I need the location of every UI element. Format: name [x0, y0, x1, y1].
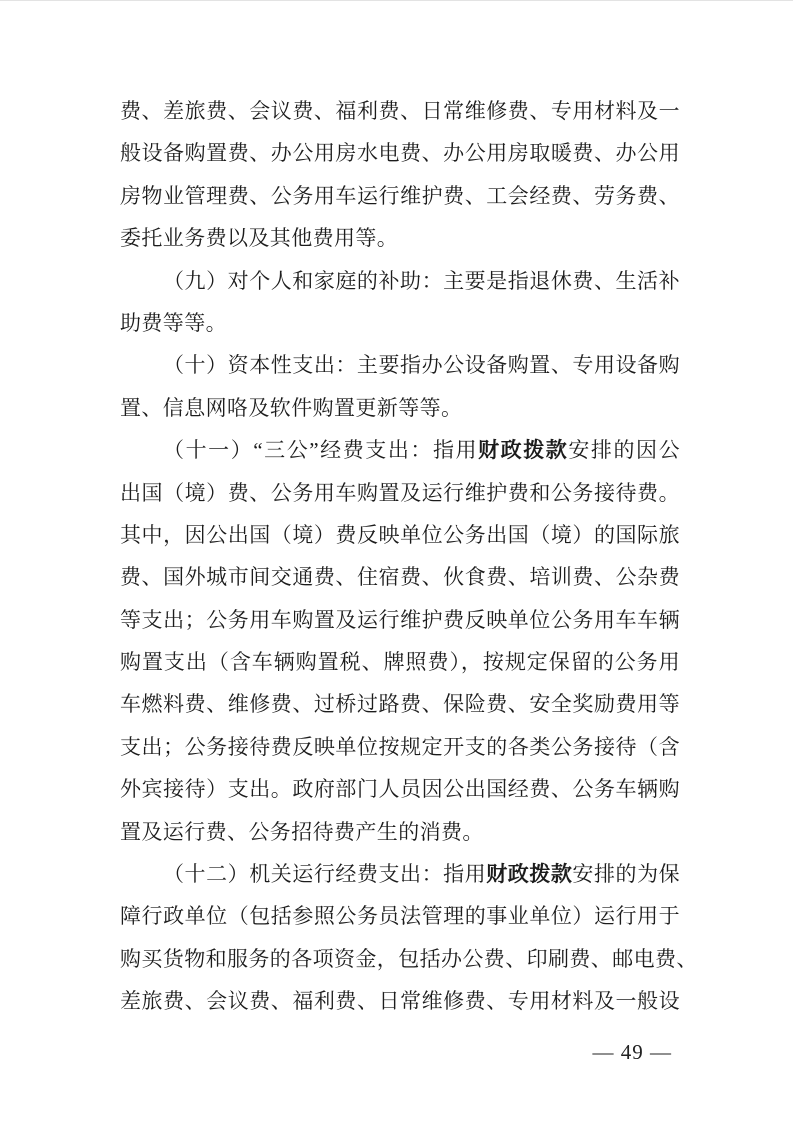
paragraph-text: 支出；公务接待费反映单位按规定开支的各类公务接待（含: [120, 734, 680, 759]
text-line: [120, 556, 680, 598]
bold-term: 财政拨款: [478, 438, 569, 463]
paragraph-text: （十一）“三公”经费支出：指用: [163, 438, 479, 463]
text-line: [120, 895, 680, 937]
paragraph-text: 委托业务费以及其他费用等。: [120, 226, 399, 251]
text-line: [120, 344, 680, 386]
text-line: [120, 599, 680, 641]
text-line: [120, 429, 680, 471]
paragraph-text: 外宾接待）支出。政府部门人员因公出国经费、公务车辆购: [120, 777, 680, 802]
paragraph-text: 差旅费、会议费、福利费、日常维修费、专用材料及一般设: [120, 989, 680, 1014]
page-number: [593, 1037, 673, 1067]
paragraph-text: （九）对个人和家庭的补助：主要是指退休费、生活补: [163, 268, 680, 293]
document-body: [120, 90, 698, 1023]
text-line: [120, 514, 680, 556]
text-line: [120, 132, 680, 174]
paragraph-text: 车燃料费、维修费、过桥过路费、保险费、安全奖励费用等: [120, 692, 680, 717]
paragraph-text: 费、国外城市间交通费、住宿费、伙食费、培训费、公杂费: [120, 565, 680, 590]
paragraph: [120, 429, 680, 853]
text-line: [120, 387, 680, 429]
paragraph-text: 安排的因公: [568, 438, 681, 463]
text-line: [120, 853, 680, 895]
text-line: [120, 938, 698, 980]
paragraph-text: 置、信息网咯及软件购置更新等等。: [120, 395, 463, 420]
paragraph-text: （十二）机关运行经费支出：指用: [163, 862, 487, 887]
text-line: [120, 217, 680, 259]
text-line: [120, 260, 680, 302]
text-line: [120, 768, 680, 810]
paragraph-text: 购买货物和服务的各项资金，包括办公费、印刷费、邮电费、: [120, 946, 698, 971]
paragraph-text: 安排的为保: [572, 862, 681, 887]
paragraph-text: 障行政单位（包括参照公务员法管理的事业单位）运行用于: [120, 904, 680, 929]
page-number-text: — 49 —: [592, 1040, 672, 1064]
paragraph: [120, 344, 680, 429]
text-line: [120, 302, 680, 344]
text-line: [120, 726, 680, 768]
paragraph-text: 等支出；公务用车购置及运行维护费反映单位公务用车车辆: [120, 607, 680, 632]
text-line: [120, 472, 680, 514]
paragraph-text: 购置支出（含车辆购置税、牌照费），按规定保留的公务用: [120, 650, 680, 675]
paragraph-text: 置及运行费、公务招待费产生的消费。: [120, 819, 484, 844]
paragraph: [120, 90, 680, 260]
paragraph: [120, 260, 680, 345]
paragraph: [120, 853, 698, 1023]
text-line: [120, 811, 680, 853]
text-line: [120, 641, 680, 683]
paragraph-text: 其中，因公出国（境）费反映单位公务出国（境）的国际旅: [120, 522, 680, 547]
paragraph-text: 般设备购置费、办公用房水电费、办公用房取暖费、办公用: [120, 141, 680, 166]
paragraph-text: 费、差旅费、会议费、福利费、日常维修费、专用材料及一: [120, 99, 680, 123]
bold-term: 财政拨款: [486, 862, 573, 887]
text-line: [120, 175, 680, 217]
paragraph-text: 助费等等。: [120, 310, 227, 335]
paragraph-text: 房物业管理费、公务用车运行维护费、工会经费、劳务费、: [120, 183, 680, 208]
paragraph-text: 出国（境）费、公务用车购置及运行维护费和公务接待费。: [120, 480, 680, 505]
text-line: [120, 683, 680, 725]
paragraph-text: （十）资本性支出：主要指办公设备购置、专用设备购: [163, 353, 680, 378]
text-line: [120, 90, 680, 132]
text-line: [120, 980, 680, 1022]
